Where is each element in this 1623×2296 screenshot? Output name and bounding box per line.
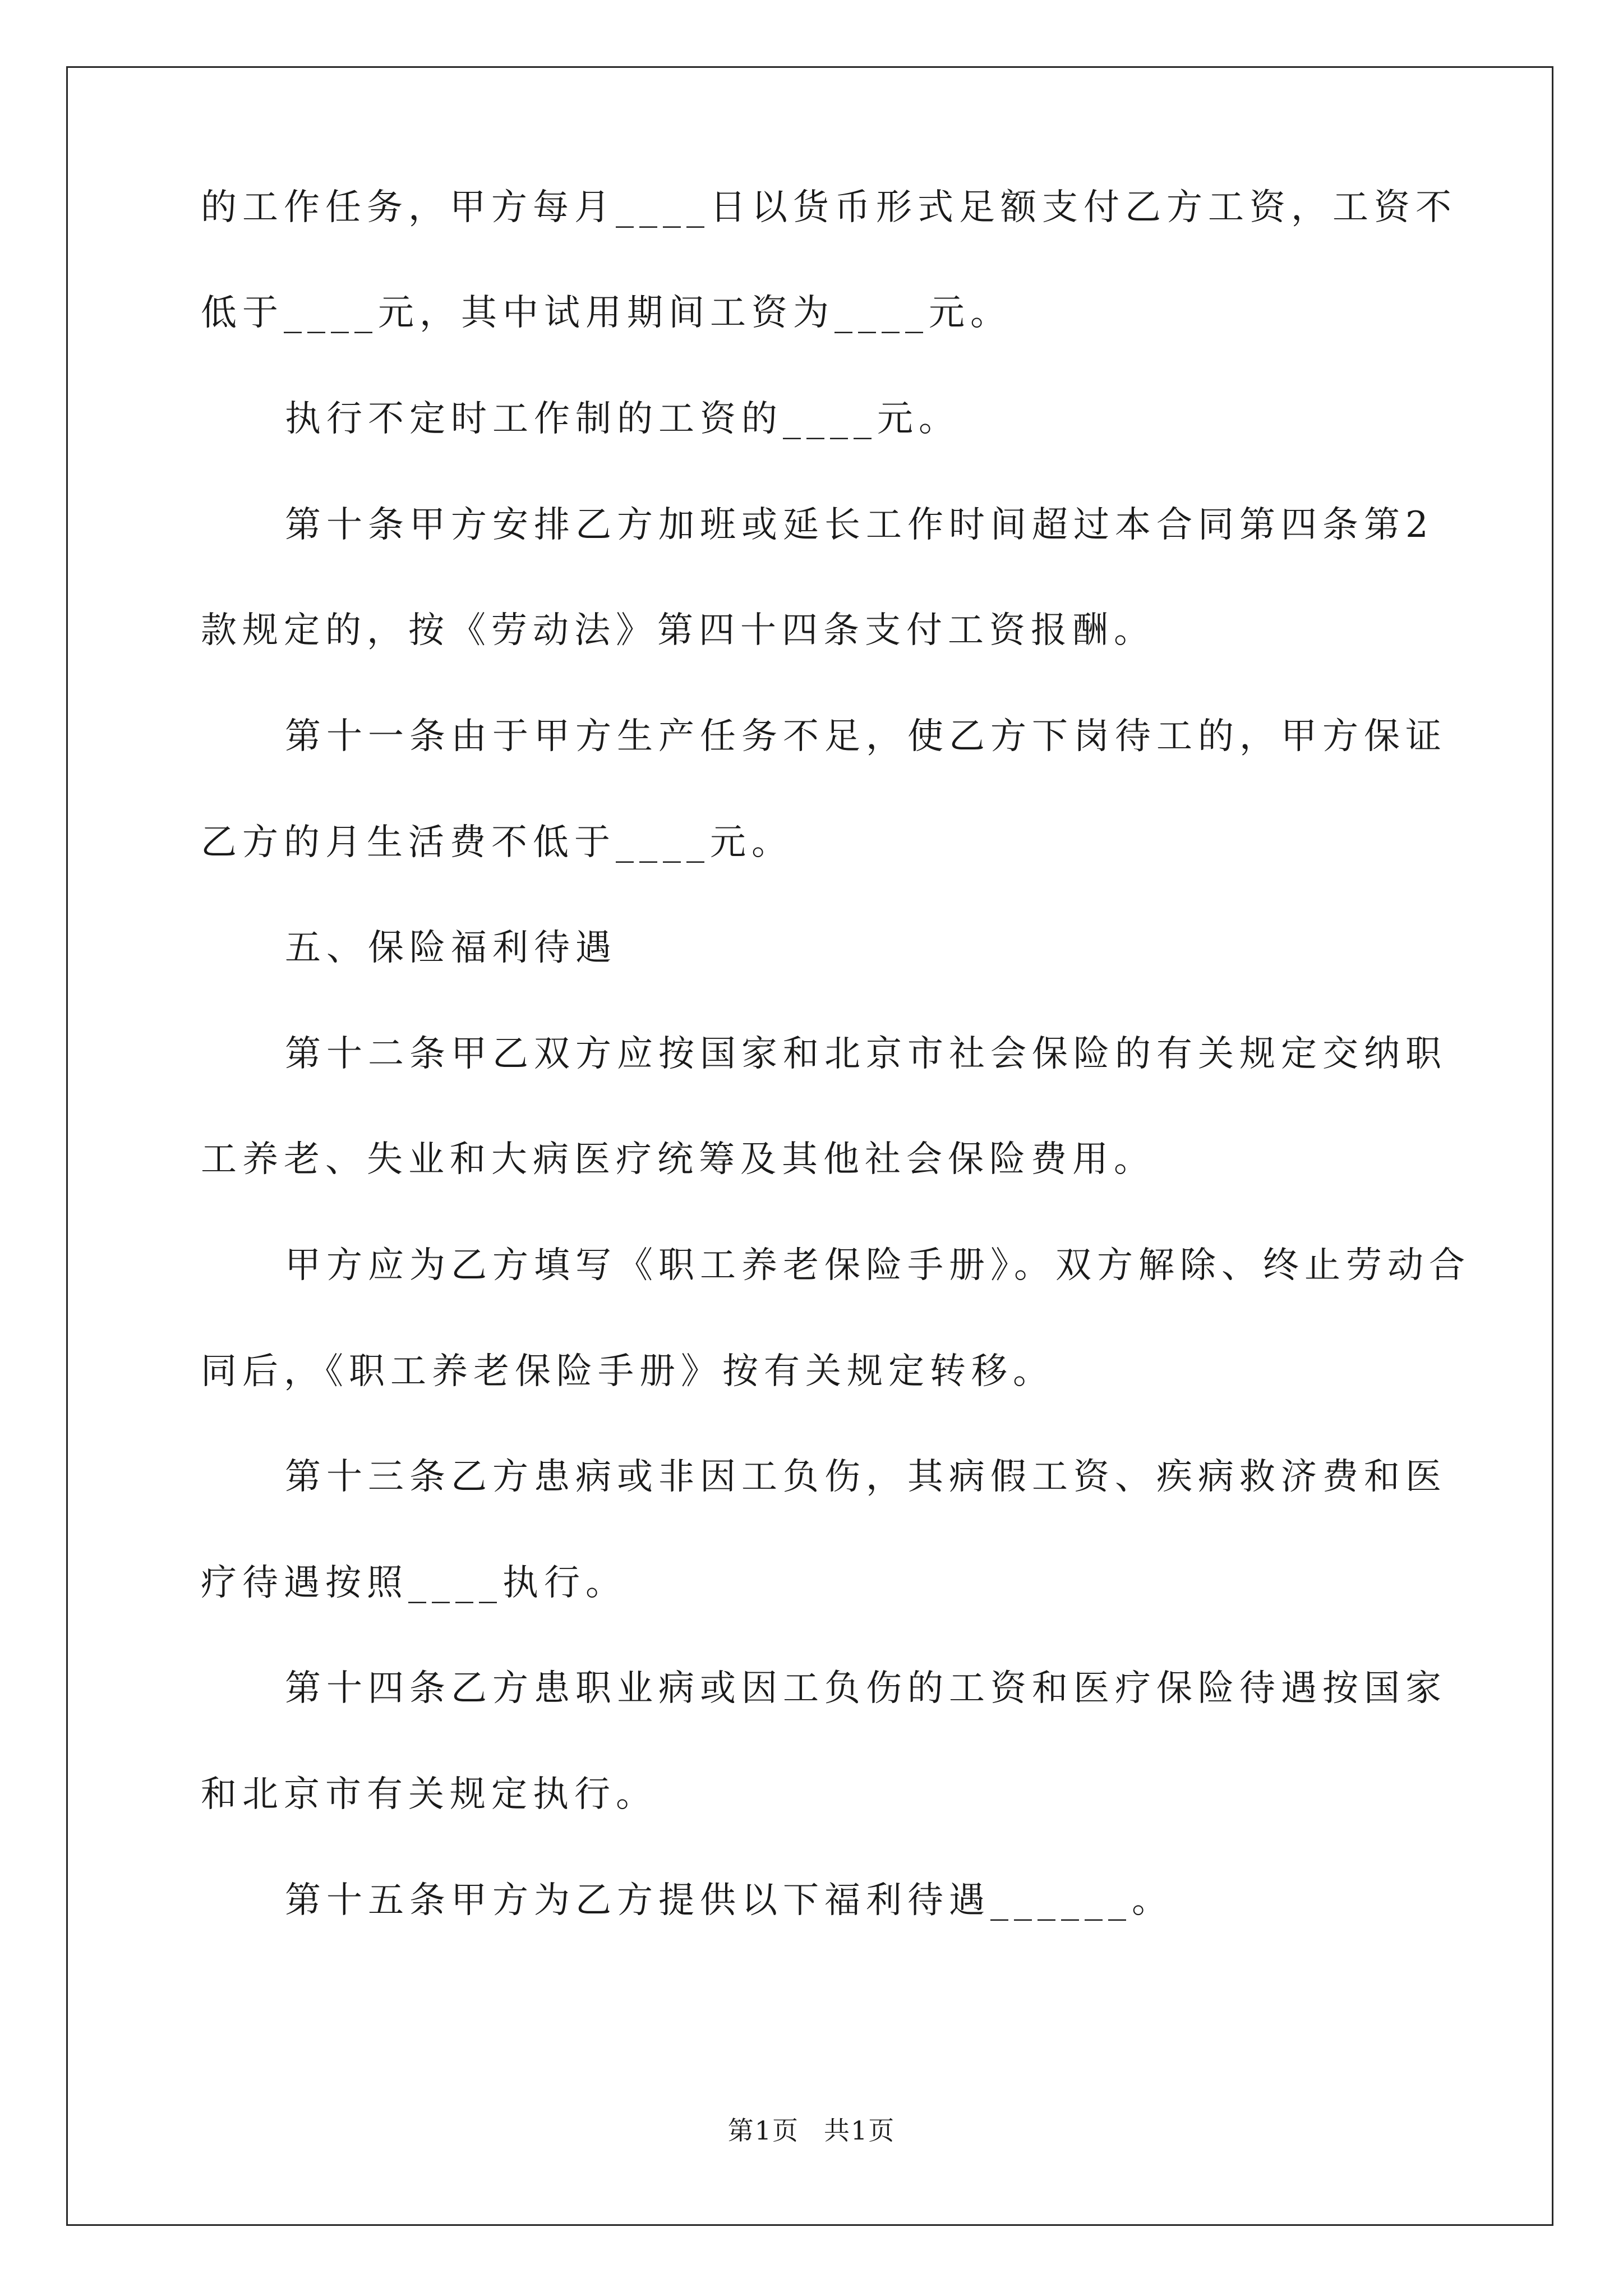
text-line: 的工作任务，甲方每月____日以货币形式足额支付乙方工资，工资不: [201, 187, 1457, 228]
text-line: 疗待遇按照____执行。: [201, 1562, 627, 1604]
text-line: 和北京市有关规定执行。: [201, 1774, 657, 1815]
section-heading: 五、保险福利待遇: [285, 927, 617, 969]
page-footer: [0, 2114, 1623, 2147]
text-line: 乙方的月生活费不低于____元。: [201, 822, 793, 863]
text-line: 第十条甲方安排乙方加班或延长工作时间超过本合同第四条第2: [285, 504, 1434, 546]
page-number-current: 第1页: [727, 2115, 799, 2146]
text-line: 款规定的，按《劳动法》第四十四条支付工资报酬。: [201, 610, 1155, 651]
text-line: 甲方应为乙方填写《职工养老保险手册》。双方解除、终止劳动合: [285, 1245, 1470, 1286]
text-line: 同后，《职工养老保险手册》按有关规定转移。: [201, 1351, 1054, 1392]
text-line: 低于____元，其中试用期间工资为____元。: [201, 292, 1012, 334]
page-number-total: 共1页: [824, 2115, 896, 2146]
text-line: 第十五条甲方为乙方提供以下福利待遇______。: [285, 1880, 1173, 1921]
text-line: 执行不定时工作制的工资的____元。: [285, 398, 960, 440]
text-line: 第十四条乙方患职业病或因工负伤的工资和医疗保险待遇按国家: [285, 1668, 1447, 1709]
text-line: 第十二条甲乙双方应按国家和北京市社会保险的有关规定交纳职: [285, 1033, 1447, 1075]
text-line: 工养老、失业和大病医疗统筹及其他社会保险费用。: [201, 1139, 1155, 1180]
text-line: 第十一条由于甲方生产任务不足，使乙方下岗待工的，甲方保证: [285, 716, 1447, 757]
text-line: 第十三条乙方患病或非因工负伤，其病假工资、疾病救济费和医: [285, 1456, 1447, 1498]
